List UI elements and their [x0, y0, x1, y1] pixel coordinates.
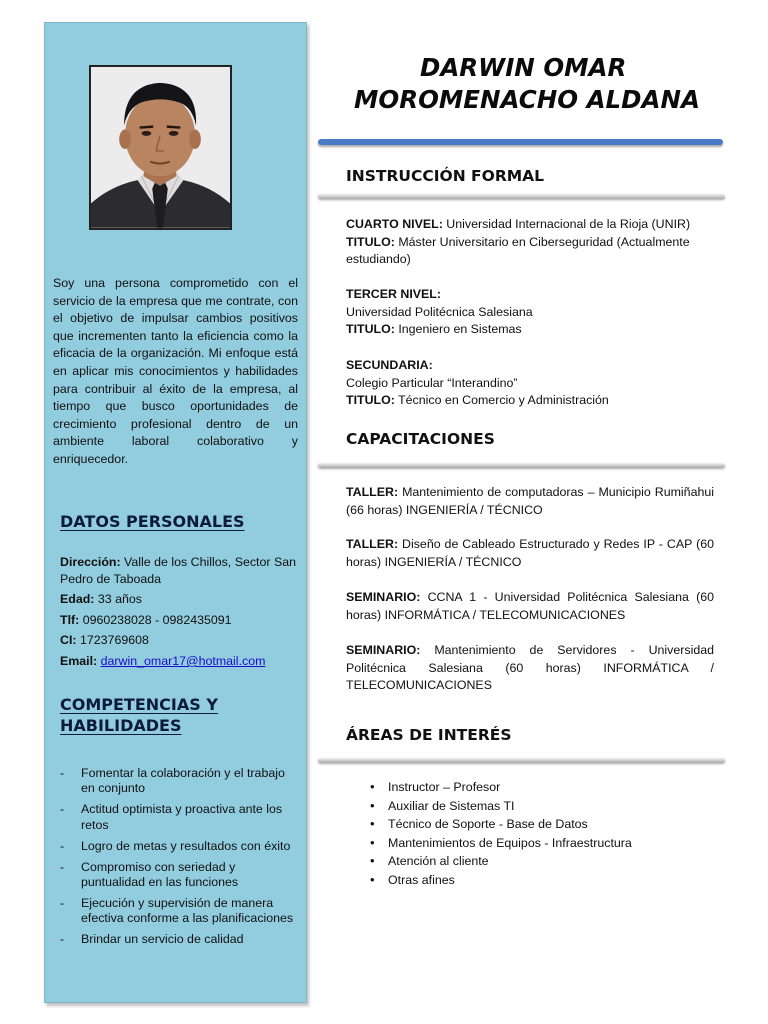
- list-item: • Técnico de Soporte - Base de Datos: [370, 815, 632, 834]
- full-name: [340, 52, 700, 116]
- list-item: - Actitud optimista y proactiva ante los retos: [60, 802, 300, 833]
- edad-label: Edad:: [60, 592, 95, 607]
- telefono-value: 0960238028 - 0982435091: [82, 612, 232, 627]
- name-divider: [318, 139, 723, 145]
- direccion-row: [60, 554, 300, 587]
- list-item: • Mantenimientos de Equipos - Infraestructura: [370, 834, 632, 853]
- instruccion-divider: [318, 194, 725, 199]
- telefono-label: Tlf:: [60, 612, 80, 627]
- secundaria-block: [346, 357, 714, 410]
- areas-heading: ÁREAS DE INTERÉS: [346, 726, 512, 744]
- profile-photo: [89, 65, 232, 230]
- direccion-label: Dirección:: [60, 555, 121, 569]
- capacitacion-label: SEMINARIO:: [346, 590, 421, 604]
- secundaria-label: SECUNDARIA:: [346, 358, 433, 372]
- competencias-heading: COMPETENCIAS Y HABILIDADES: [60, 695, 218, 735]
- cuarto-titulo-label: TITULO:: [346, 234, 395, 249]
- areas-divider: [318, 758, 725, 763]
- name-line-1: DARWIN OMAR: [420, 53, 627, 82]
- capacitacion-text: Mantenimiento de computadoras – Municipio Rumiñahui (66 horas) INGENIERÍA / TÉCNICO: [346, 485, 714, 517]
- capacitacion-label: TALLER:: [346, 537, 399, 551]
- tercer-titulo-value: Ingeniero en Sistemas: [398, 322, 522, 337]
- cedula-row: [60, 632, 300, 649]
- datos-personales-heading: DATOS PERSONALES: [60, 512, 245, 531]
- capacitacion-label: TALLER:: [346, 485, 399, 499]
- cuarto-titulo-value: Máster Universitario en Ciberseguridad (Actualmente estudiando): [346, 234, 690, 267]
- name-line-2: MOROMENACHO ALDANA: [354, 85, 700, 114]
- capacitacion-item: [346, 589, 714, 624]
- list-item: - Fomentar la colaboración y el trabajo en conjunto: [60, 766, 300, 797]
- edad-row: [60, 591, 300, 608]
- capacitacion-text: Diseño de Cableado Estructurado y Redes IP - CAP (60 horas) INGENIERÍA / TÉCNICO: [346, 537, 714, 569]
- tercer-nivel-block: [346, 286, 714, 339]
- tercer-titulo-label: TITULO:: [346, 322, 395, 337]
- email-link[interactable]: darwin_omar17@hotmail.com: [100, 653, 266, 668]
- sidebar: [44, 22, 307, 1003]
- cedula-value: 1723769608: [79, 633, 149, 648]
- capacitacion-item: [346, 642, 714, 695]
- capacitacion-text: Mantenimiento de Servidores - Universidad Politécnica Salesiana (60 horas) INFORMÁTICA / TELECOMUNICACIONES: [346, 643, 714, 693]
- list-item: • Instructor – Profesor: [370, 778, 632, 797]
- capacitaciones-divider: [318, 463, 725, 468]
- profile-photo-image: [91, 67, 230, 228]
- cuarto-nivel-label: CUARTO NIVEL:: [346, 217, 443, 231]
- secundaria-titulo-label: TITULO:: [346, 393, 395, 408]
- email-row: [60, 653, 300, 670]
- list-item: • Otras afines: [370, 871, 632, 890]
- list-item: - Logro de metas y resultados con éxito: [60, 839, 300, 854]
- areas-list: [370, 778, 632, 890]
- list-item: - Ejecución y supervisión de manera efectiva conforme a las planificaciones: [60, 896, 300, 927]
- list-item: • Atención al cliente: [370, 852, 632, 871]
- capacitacion-item: [346, 484, 714, 519]
- telefono-row: [60, 612, 300, 629]
- datos-personales-list: [60, 554, 300, 674]
- instruccion-heading: INSTRUCCIÓN FORMAL: [346, 167, 545, 185]
- competencias-list: [60, 766, 300, 953]
- secundaria-value: Colegio Particular “Interandino”: [346, 375, 518, 390]
- capacitacion-text: CCNA 1 - Universidad Politécnica Salesiana (60 horas) INFORMÁTICA / TELECOMUNICACIONES: [346, 590, 714, 622]
- capacitacion-label: SEMINARIO:: [346, 643, 421, 657]
- capacitaciones-heading: CAPACITACIONES: [346, 430, 495, 448]
- capacitacion-item: [346, 536, 714, 571]
- tercer-nivel-label: TERCER NIVEL:: [346, 287, 441, 301]
- list-item: • Auxiliar de Sistemas TI: [370, 797, 632, 816]
- profile-summary: Soy una persona comprometido con el servicio de la empresa que me contrate, con el objetivo de impulsar cambios positivos que incrementen tanto la eficiencia como la eficacia de la organización. Mi enfoque está en aplicar mis conocimientos y habilidades para contribuir al éxito de la empresa, al tiempo que busco oportunidades de crecimiento profesional dentro de un ambiente laboral colaborativo y enriquecedor.: [53, 276, 298, 466]
- cuarto-nivel-block: [346, 216, 714, 269]
- cedula-label: CI:: [60, 633, 77, 648]
- secundaria-titulo-value: Técnico en Comercio y Administración: [398, 393, 609, 408]
- email-label: Email:: [60, 653, 98, 668]
- tercer-nivel-value: Universidad Politécnica Salesiana: [346, 304, 533, 319]
- direccion-value: Valle de los Chillos, Sector San Pedro de Taboada: [60, 555, 296, 586]
- list-item: - Compromiso con seriedad y puntualidad en las funciones: [60, 860, 300, 891]
- list-item: - Brindar un servicio de calidad: [60, 932, 300, 947]
- edad-value: 33 años: [97, 592, 142, 607]
- cuarto-nivel-value: Universidad Internacional de la Rioja (UNIR): [446, 217, 691, 231]
